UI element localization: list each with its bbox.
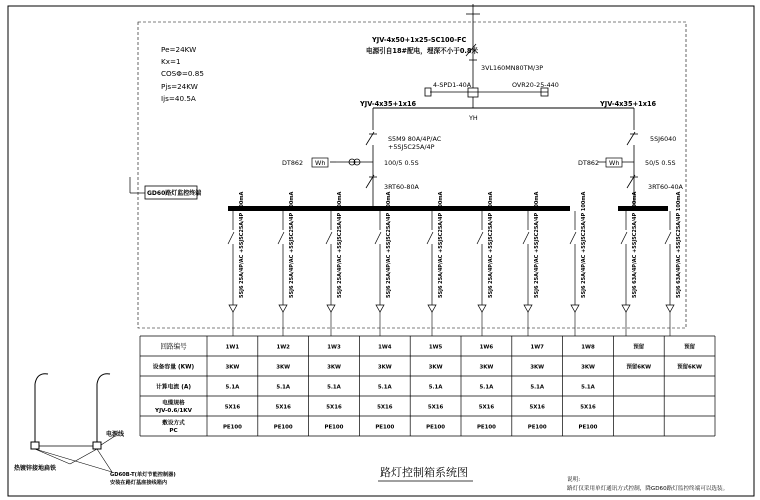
main-busbar — [228, 206, 570, 211]
table-cell-id-7: 1W7 — [530, 344, 544, 351]
table-cell-id-2: 1W2 — [276, 344, 290, 351]
left-contactor-label: 3RT60-80A — [384, 183, 419, 191]
right-meter-box-label: Wh — [609, 159, 620, 167]
table-cell-cur-1: 5.1A — [225, 384, 240, 391]
feeder-breaker-label-1: 5SJ6 25A/4P/AC +5SJ5C25A/4P 100mA — [239, 191, 245, 298]
table-cell-cur-5: 5.1A — [428, 384, 443, 391]
feeder-breaker-label-3: 5SJ6 25A/4P/AC +5SJ5C25A/4P 100mA — [337, 191, 343, 298]
feeder-breaker-label-4: 5SJ6 25A/4P/AC +5SJ5C25A/4P 100mA — [386, 191, 392, 298]
table-header-2: 计算电流 (A) — [156, 384, 191, 391]
left-ct-label: 100/5 0.5S — [384, 159, 419, 167]
circuit-table — [140, 336, 715, 436]
lamp-controller-line1: GD60B-T(单灯节能控制器) — [110, 472, 176, 478]
table-cell-cur-2: 5.1A — [276, 384, 291, 391]
table-cell-cable-8: 5X16 — [580, 404, 596, 411]
table-cell-cap-7: 3KW — [530, 364, 545, 371]
left-meter-box-label: Wh — [315, 159, 326, 167]
table-header-3-line2: YJV-0.6/1KV — [155, 408, 192, 414]
table-cell-method-6: PE100 — [476, 424, 496, 431]
spd-right-label: OVR20-25-440 — [512, 81, 559, 89]
busbar-label: YH — [469, 114, 478, 122]
table-cell-cap-6: 3KW — [479, 364, 494, 371]
feeder-1 — [228, 191, 245, 336]
lamp-cable-label: 电源线 — [106, 431, 125, 438]
table-cell-cable-1: 5X16 — [224, 404, 241, 411]
feeder-4 — [375, 191, 392, 336]
right-contactor-label: 3RT60-40A — [648, 183, 683, 191]
feeder-9 — [621, 191, 638, 336]
table-cell-id-9: 预留 — [633, 344, 645, 351]
table-cell-method-7: PE100 — [527, 424, 547, 431]
meter-junction — [468, 88, 478, 97]
lamp-arm-right — [97, 374, 110, 384]
table-cell-cable-5: 5X16 — [427, 404, 444, 411]
feeder-breaker-label-2: 5SJ6 25A/4P/AC +5SJ5C25A/4P 100mA — [289, 191, 295, 298]
main-breaker-label: 3VL160MN80TM/3P — [481, 64, 544, 72]
incoming-note: 电源引自18#配电，埋深不小于0.8米 — [366, 47, 479, 55]
param-pjs: Pjs=24KW — [161, 82, 198, 91]
table-cell-cable-3: 5X16 — [326, 404, 342, 411]
table-cell-id-8: 1W8 — [581, 344, 595, 351]
load-parameters — [161, 45, 204, 103]
table-cell-cur-3: 5.1A — [327, 384, 341, 391]
table-cell-method-4: PE100 — [375, 424, 395, 431]
left-meter-label: DT862 — [282, 159, 304, 167]
feeder-breaker-label-6: 5SJ6 25A/4P/AC +5SJ5C25A/4P 100mA — [488, 191, 494, 298]
left-breaker-line2: +5SJ5C25A/4P — [388, 143, 435, 151]
table-cell-id-10: 预留 — [684, 344, 695, 351]
table-cell-cable-4: 5X16 — [377, 404, 393, 411]
drawing-frame — [8, 6, 754, 496]
table-cell-cur-8: 5.1A — [581, 384, 595, 391]
lamp-arm-left — [35, 374, 48, 384]
lamp-ground-label: 热镀锌接地扁铁 — [14, 465, 57, 472]
right-cable-spec: YJV-4x35+1x16 — [600, 100, 657, 108]
spd-left-label: 4-SPD1-40A — [433, 81, 472, 89]
table-cell-id-5: 1W5 — [428, 344, 443, 351]
feeder-breaker-label-5: 5SJ6 25A/4P/AC +5SJ5C25A/4P 100mA — [438, 191, 444, 298]
table-cell-method-5: PE100 — [426, 424, 446, 431]
feeder-5 — [427, 191, 444, 336]
feeder-2 — [278, 191, 295, 336]
table-header-0: 回路编号 — [160, 342, 187, 351]
table-cell-id-1: 1W1 — [225, 344, 240, 351]
table-cell-cur-6: 5.1A — [479, 384, 494, 391]
control-terminal-label: GD60路灯监控终端 — [147, 190, 202, 197]
table-cell-method-3: PE100 — [324, 424, 344, 431]
table-cell-cap-10: 预留6KW — [677, 364, 702, 371]
table-cell-method-2: PE100 — [273, 424, 293, 431]
feeder-8 — [570, 191, 587, 336]
outgoing-feeders — [228, 191, 682, 336]
table-header-1: 设备容量 (KW) — [152, 364, 195, 371]
table-cell-cap-1: 3KW — [225, 364, 240, 371]
param-cos: COSΦ=0.85 — [161, 69, 204, 78]
table-cell-cur-4: 5.1A — [377, 384, 392, 391]
table-cell-id-4: 1W4 — [378, 344, 392, 351]
table-header-4-line1: 敷设方式 — [162, 420, 185, 427]
table-cell-cap-3: 3KW — [327, 364, 341, 371]
right-ct-label: 50/5 0.5S — [645, 159, 676, 167]
right-breaker-label: 5SJ6040 — [650, 135, 677, 143]
feeder-6 — [477, 191, 494, 336]
feeder-breaker-label-10: 5SJ6 63A/4P/AC +5SJ5C25A/4P 100mA — [676, 191, 682, 298]
drawing-title: 路灯控制箱系统图 — [380, 466, 468, 479]
table-cell-cap-8: 3KW — [581, 364, 595, 371]
feeder-7 — [523, 191, 540, 336]
left-cable-spec: YJV-4x35+1x16 — [360, 100, 417, 108]
reserve-busbar — [618, 206, 668, 211]
street-lamp-detail — [31, 374, 115, 472]
cabinet-boundary — [138, 22, 686, 328]
table-cell-cur-7: 5.1A — [530, 384, 545, 391]
feeder-breaker-label-9: 5SJ6 63A/4P/AC +5SJ5C25A/4P 100mA — [632, 191, 638, 298]
left-breaker-line1: S5M9 80A/4P/AC — [388, 135, 442, 143]
table-cell-cap-5: 3KW — [428, 364, 443, 371]
notes-title: 说明: — [567, 477, 581, 483]
table-cell-cap-9: 预留6KW — [626, 364, 652, 371]
table-cell-method-8: PE100 — [578, 424, 598, 431]
param-kx: Kx=1 — [161, 57, 181, 66]
lamp-controller-line2: 安装在路灯基座接线箱内 — [110, 480, 168, 486]
table-cell-cable-6: 5X16 — [478, 404, 495, 411]
feeder-breaker-label-7: 5SJ6 25A/4P/AC +5SJ5C25A/4P 100mA — [534, 191, 540, 298]
table-cell-cap-4: 3KW — [377, 364, 392, 371]
table-cell-id-6: 1W6 — [479, 344, 494, 351]
feeder-10 — [665, 191, 682, 336]
table-cell-cable-2: 5X16 — [275, 404, 291, 411]
table-cell-method-1: PE100 — [222, 424, 242, 431]
feeder-3 — [326, 191, 343, 336]
table-cell-cap-2: 3KW — [276, 364, 291, 371]
table-cell-id-3: 1W3 — [327, 344, 341, 351]
notes-text: 路灯仅采用单灯通讯方式控制，降GD60路灯监控终端可以选装。 — [567, 486, 729, 492]
feeder-breaker-label-8: 5SJ6 25A/4P/AC +5SJ5C25A/4P 100mA — [581, 191, 587, 298]
incoming-feeder — [373, 4, 634, 108]
right-meter-label: DT862 — [578, 159, 600, 167]
param-pe: Pe=24KW — [161, 45, 197, 54]
param-ijs: Ijs=40.5A — [161, 94, 196, 103]
table-header-4-line2: PC — [169, 428, 178, 434]
table-cell-cable-7: 5X16 — [529, 404, 545, 411]
table-header-3-line1: 电缆规格 — [162, 400, 185, 407]
incoming-cable-spec: YJV-4x50+1x25-SC100-FC — [372, 36, 467, 44]
